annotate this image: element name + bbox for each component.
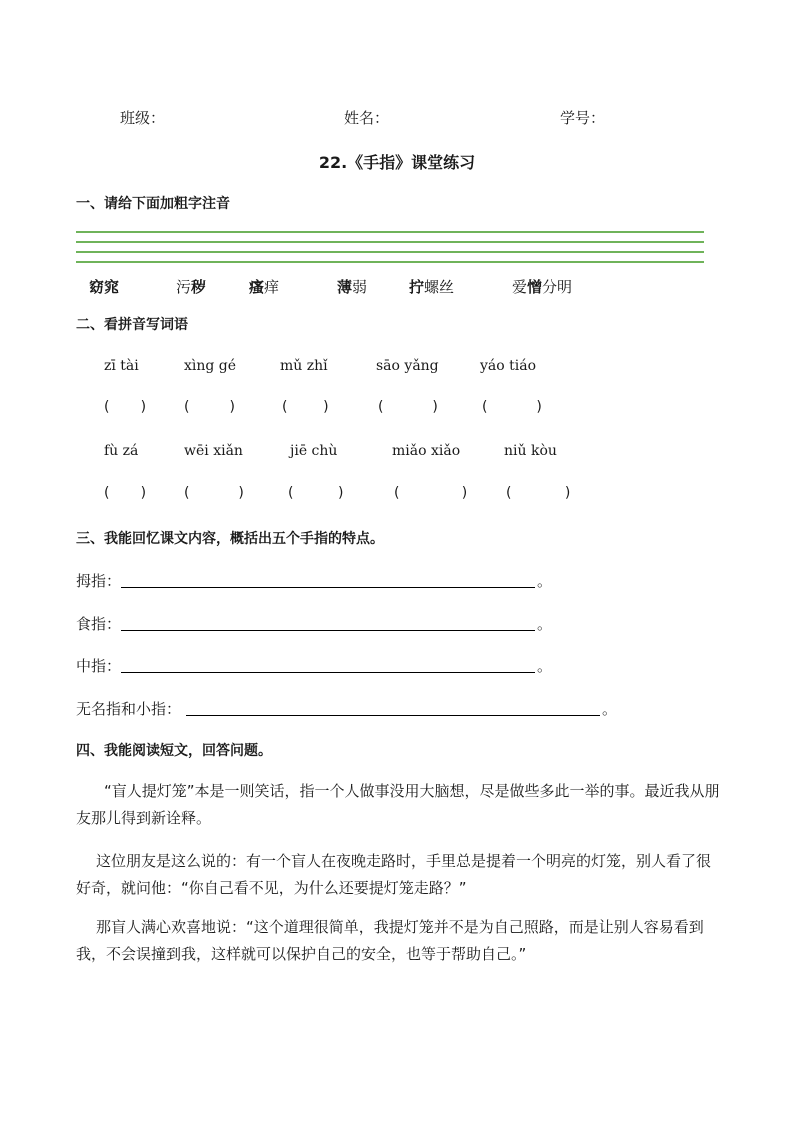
reading-paragraph: “盲人提灯笼”本是一则笑话，指一个人做事没用大脑想，尽是做些多此一举的事。最近我从朋友那儿得到新诠释。	[76, 782, 720, 827]
pinyin-item: miǎo xiǎo	[392, 443, 461, 459]
name-label: 姓名：	[344, 109, 390, 127]
bold-char: 憎	[527, 278, 543, 296]
end-mark: 。	[537, 657, 553, 675]
plain-char: 分明	[542, 278, 573, 296]
answer-blank[interactable]: ( )	[104, 399, 147, 415]
pinyin-item: mǔ zhǐ	[280, 358, 328, 374]
student-id-label: 学号：	[560, 109, 606, 127]
pinyin-item: xìng gé	[184, 358, 237, 374]
plain-char: 弱	[352, 278, 368, 296]
answer-blank[interactable]: ( )	[506, 485, 571, 501]
pinyin-item: zī tài	[104, 358, 139, 374]
section1-heading: 一、请给下面加粗字注音	[76, 196, 230, 212]
answer-line[interactable]	[121, 672, 535, 673]
answer-blank[interactable]: ( )	[288, 485, 344, 501]
end-mark: 。	[537, 615, 553, 633]
section4-heading: 四、我能阅读短文，回答问题。	[76, 743, 272, 759]
reading-paragraph: 那盲人满心欢喜地说：“这个道理很简单，我提灯笼并不是为自己照路，而是让别人容易看到我，不会误撞到我，这样就可以保护自己的安全，也等于帮助自己。”	[76, 918, 704, 963]
word-item	[512, 276, 572, 297]
ring-little-finger-label: 无名指和小指：	[76, 700, 182, 718]
answer-blank[interactable]: ( )	[394, 485, 468, 501]
pinyin-item: jiē chù	[290, 443, 338, 459]
answer-blank[interactable]: ( )	[104, 485, 147, 501]
section3-heading: 三、我能回忆课文内容，概括出五个手指的特点。	[76, 531, 384, 547]
plain-char: 污	[176, 278, 192, 296]
pinyin-item: niǔ kòu	[504, 443, 557, 459]
middle-finger-label: 中指：	[76, 657, 122, 675]
plain-char: 螺丝	[424, 278, 455, 296]
answer-blank[interactable]: ( )	[282, 399, 329, 415]
answer-line[interactable]	[121, 587, 535, 588]
bold-char: 窈窕	[89, 278, 120, 296]
pinyin-item: sāo yǎng	[376, 358, 439, 374]
page-title: 22.《手指》课堂练习	[318, 153, 476, 172]
bold-char: 拧	[409, 278, 425, 296]
word-item	[337, 276, 367, 297]
word-item	[176, 276, 206, 297]
class-label: 班级：	[120, 109, 166, 127]
section2-heading: 二、看拼音写词语	[76, 317, 188, 333]
reading-paragraph: 这位朋友是这么说的：有一个盲人在夜晚走路时，手里总是提着一个明亮的灯笼，别人看了很好奇，就问他：“你自己看不见，为什么还要提灯笼走路？”	[76, 852, 712, 897]
bold-char: 瘙	[249, 278, 265, 296]
pinyin-item: wēi xiǎn	[184, 443, 243, 459]
writing-line	[76, 261, 704, 263]
writing-line	[76, 241, 704, 243]
answer-blank[interactable]: ( )	[482, 399, 542, 415]
answer-blank[interactable]: ( )	[184, 485, 244, 501]
answer-line[interactable]	[121, 630, 535, 631]
word-item	[89, 276, 119, 297]
answer-line[interactable]	[186, 715, 600, 716]
writing-line	[76, 251, 704, 253]
bold-char: 薄	[337, 278, 353, 296]
plain-char: 痒	[264, 278, 280, 296]
plain-char: 爱	[512, 278, 528, 296]
end-mark: 。	[537, 572, 553, 590]
answer-blank[interactable]: ( )	[378, 399, 438, 415]
thumb-label: 拇指：	[76, 572, 122, 590]
pinyin-item: yáo tiáo	[480, 358, 537, 374]
writing-line	[76, 231, 704, 233]
word-item	[409, 276, 454, 297]
answer-blank[interactable]: ( )	[184, 399, 235, 415]
bold-char: 秽	[191, 278, 207, 296]
pinyin-item: fù zá	[104, 443, 139, 459]
index-finger-label: 食指：	[76, 615, 122, 633]
end-mark: 。	[602, 700, 618, 718]
word-item	[249, 276, 279, 297]
